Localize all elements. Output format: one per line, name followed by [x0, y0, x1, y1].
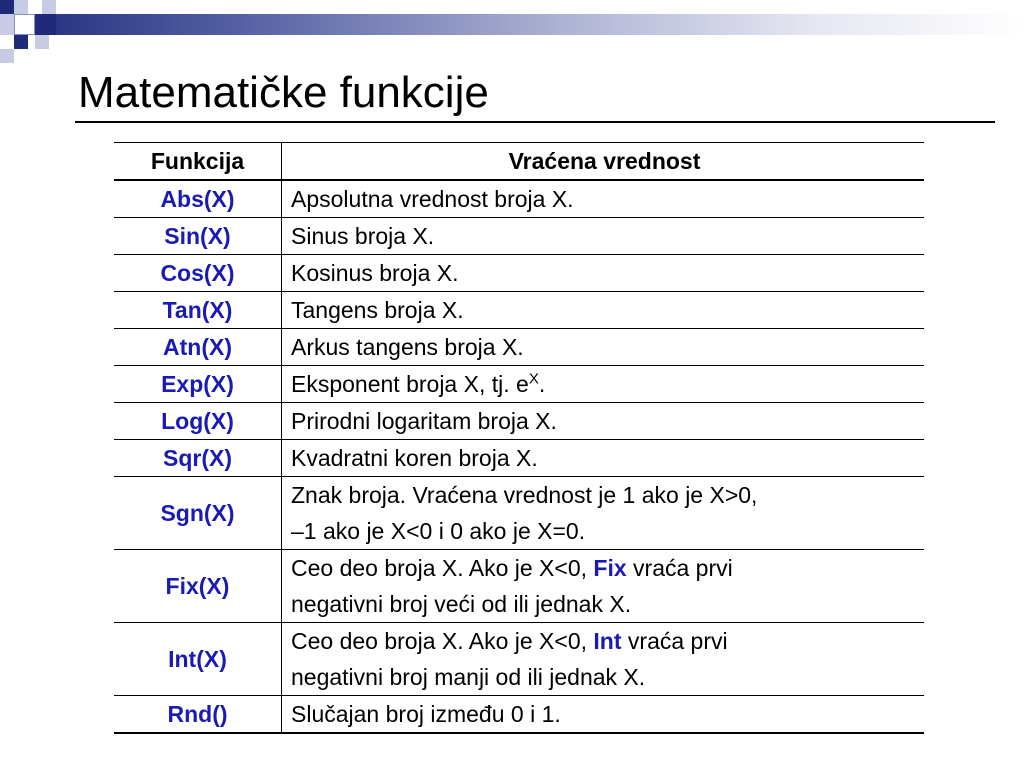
description-line: Znak broja. Vraćena vrednost je 1 ako je X>0,: [291, 482, 758, 508]
function-name: Rnd(): [114, 696, 282, 734]
keyword-fix: Fix: [593, 555, 627, 581]
functions-table: [114, 142, 924, 734]
table-row: [114, 403, 924, 440]
header-return-value: Vraćena vrednost: [282, 143, 925, 181]
description-text: .: [538, 371, 546, 397]
table-row: [114, 180, 924, 218]
function-name: Exp(X): [114, 366, 282, 403]
table-row: [114, 477, 924, 550]
table-header-row: [114, 143, 924, 181]
function-description: Tangens broja X.: [282, 292, 925, 329]
decorative-square: [14, 0, 28, 14]
function-description: Sinus broja X.: [282, 218, 925, 255]
decorative-square: [14, 35, 28, 49]
table-row: [114, 366, 924, 403]
table-row: [114, 550, 924, 623]
keyword-int: Int: [593, 628, 622, 654]
function-description: [282, 366, 925, 403]
function-description: Prirodni logaritam broja X.: [282, 403, 925, 440]
function-description: Arkus tangens broja X.: [282, 329, 925, 366]
slide-title: Matematičke funkcije: [78, 68, 489, 117]
function-name: Abs(X): [114, 180, 282, 218]
description-text: Ceo deo broja X. Ako je X<0,: [291, 628, 594, 654]
function-name: Sgn(X): [114, 477, 282, 550]
function-description: [282, 623, 925, 696]
table-row: [114, 696, 924, 734]
header-function: Funkcija: [114, 143, 282, 181]
function-description: [282, 477, 925, 550]
function-name: Int(X): [114, 623, 282, 696]
function-name: Fix(X): [114, 550, 282, 623]
table-row: [114, 218, 924, 255]
decorative-square: [35, 35, 49, 49]
description-line: negativni broj veći od ili jednak X.: [291, 591, 632, 617]
description-line: –1 ako je X<0 i 0 ako je X=0.: [291, 518, 586, 544]
superscript-x: X: [528, 370, 539, 388]
function-name: Sin(X): [114, 218, 282, 255]
decorative-square: [0, 14, 14, 35]
function-description: Kosinus broja X.: [282, 255, 925, 292]
decorative-square: [14, 14, 35, 35]
function-name: Log(X): [114, 403, 282, 440]
description-text: vraća prvi: [621, 628, 728, 654]
table-row: [114, 292, 924, 329]
table-row: [114, 329, 924, 366]
function-name: Sqr(X): [114, 440, 282, 477]
decorative-square: [35, 14, 56, 35]
decorative-square: [0, 0, 14, 14]
description-text: vraća prvi: [626, 555, 733, 581]
description-text: Ceo deo broja X. Ako je X<0,: [291, 555, 594, 581]
table-row: [114, 623, 924, 696]
table-row: [114, 440, 924, 477]
decorative-square: [42, 0, 56, 14]
function-description: Kvadratni koren broja X.: [282, 440, 925, 477]
function-description: [282, 550, 925, 623]
function-description: Slučajan broj između 0 i 1.: [282, 696, 925, 734]
decorative-square: [0, 49, 14, 63]
table-row: [114, 255, 924, 292]
description-line: negativni broj manji od ili jednak X.: [291, 664, 646, 690]
title-divider: [75, 121, 995, 123]
function-name: Cos(X): [114, 255, 282, 292]
function-description: Apsolutna vrednost broja X.: [282, 180, 925, 218]
function-name: Atn(X): [114, 329, 282, 366]
function-name: Tan(X): [114, 292, 282, 329]
header-gradient-bar: [0, 14, 1024, 35]
description-text: Eksponent broja X, tj. e: [291, 371, 529, 397]
